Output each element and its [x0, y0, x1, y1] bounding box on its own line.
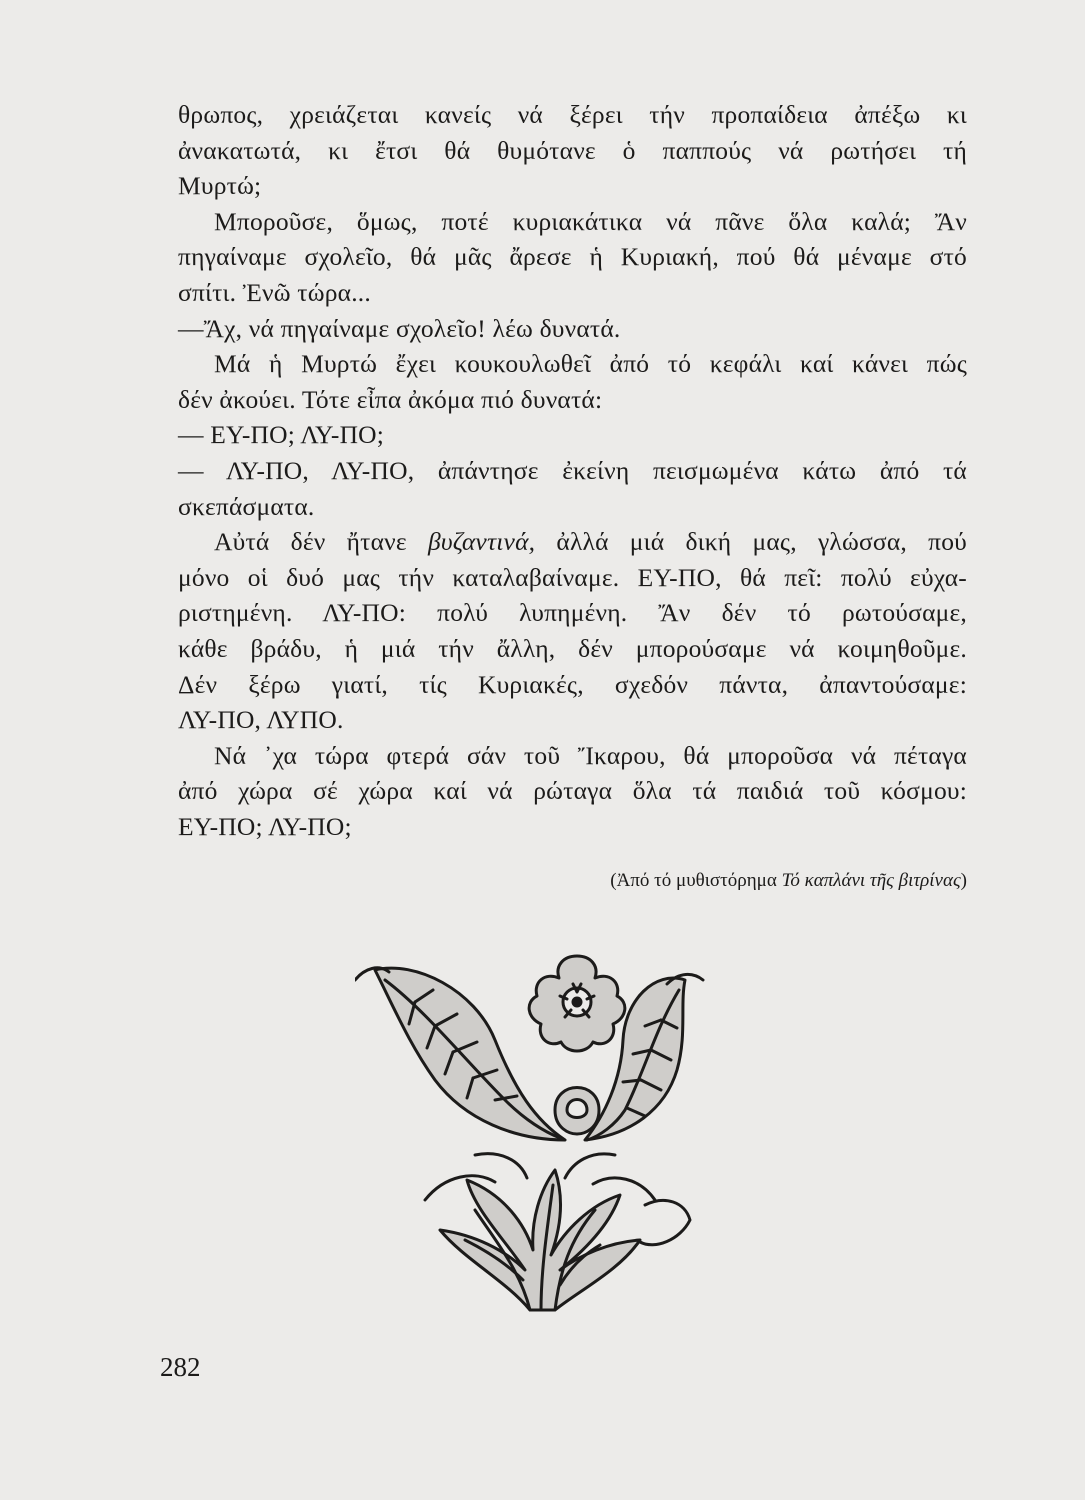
text-line-italic: [178, 524, 967, 560]
text-line: Μυρτώ;: [178, 171, 262, 201]
text-line: ΕΥ-ΠΟ; ΛΥ-ΠΟ;: [178, 811, 352, 841]
text-line: ΛΥ-ΠΟ, ΛΥΠΟ.: [178, 705, 344, 735]
text-line: δέν ἀκούει. Τότε εἶπα ἀκόμα πιό δυνατά:: [178, 384, 603, 414]
dialogue-line: — ΛΥ-ΠΟ, ΛΥ-ΠΟ, ἀπάντησε ἐκείνη πεισμωμένα κάτω ἀπό τά: [178, 455, 967, 485]
text-line: Μποροῦσε, ὅμως, ποτέ κυριακάτικα νά πᾶνε ὅλα καλά; Ἄν: [214, 206, 967, 236]
text-line: Δέν ξέρω γιατί, τίς Κυριακές, σχεδόν πάντα, ἀπαντούσαμε:: [178, 669, 967, 699]
text-line: ἀπό χώρα σέ χώρα καί νά ρώταγα ὅλα τά παιδιά τοῦ κόσμου:: [178, 776, 967, 806]
source-citation: [610, 870, 967, 892]
source-title: Τό καπλάνι τῆς βιτρίνας: [781, 870, 961, 891]
page-number: 282: [160, 1352, 201, 1382]
text-line: ριστημένη. ΛΥ-ΠΟ: πολύ λυπημένη. Ἄν δέν τό ρωτούσαμε,: [178, 598, 967, 628]
text-segment: Αὐτά δέν ἤτανε: [214, 527, 428, 557]
text-line: Νά ᾽χα τώρα φτερά σάν τοῦ Ἴκαρου, θά μποροῦσα νά πέταγα: [214, 740, 967, 770]
text-line: κάθε βράδυ, ἡ μιά τήν ἄλλη, δέν μπορούσαμε νά κοιμηθοῦμε.: [178, 633, 967, 663]
text-line: ἀνακατωτά, κι ἔτσι θά θυμότανε ὁ παππούς νά ρωτήσει τή: [178, 135, 967, 165]
dialogue-line: —Ἄχ, νά πηγαίναμε σχολεῖο! λέω δυνατά.: [178, 313, 621, 343]
source-suffix: ): [960, 870, 967, 891]
dialogue-line: — ΕΥ-ΠΟ; ΛΥ-ΠΟ;: [178, 420, 385, 450]
italic-word: βυζαντινά,: [427, 527, 536, 557]
text-segment: ἀλλά μιά δική μας, γλώσσα, πού: [535, 527, 967, 557]
source-prefix: (Ἀπό τό μυθιστόρημα: [610, 870, 782, 891]
text-line: σπίτι. Ἐνῶ τώρα...: [178, 277, 371, 307]
text-line: σκεπάσματα.: [178, 491, 315, 521]
text-line: Μά ἡ Μυρτώ ἔχει κουκουλωθεῖ ἀπό τό κεφάλι καί κάνει πώς: [214, 349, 967, 379]
text-line: μόνο οἱ δυό μας τήν καταλαβαίναμε. ΕΥ-ΠΟ, θά πεῖ: πολύ εὐχα-: [178, 562, 967, 592]
floral-ornament-icon: [355, 950, 705, 1320]
main-text: [178, 97, 967, 844]
text-line: θρωπος, χρειάζεται κανείς νά ξέρει τήν προπαίδεια ἀπέξω κι: [178, 100, 967, 129]
text-line: πηγαίναμε σχολεῖο, θά μᾶς ἄρεσε ἡ Κυριακή, πού θά μέναμε στό: [178, 242, 967, 272]
